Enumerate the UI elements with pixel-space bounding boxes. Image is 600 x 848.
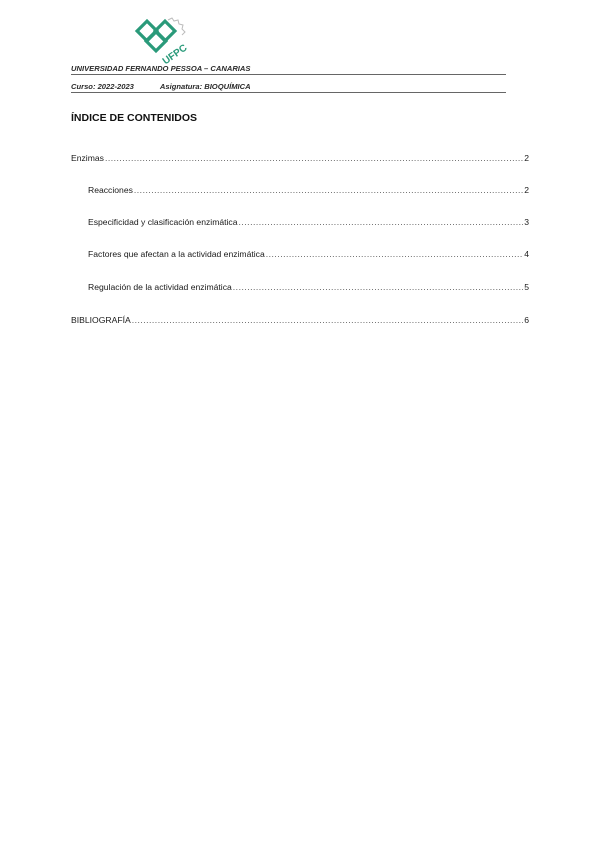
toc-leader-dots: [134, 185, 523, 195]
toc-leader-dots: [132, 315, 524, 325]
toc-entry-page: 3: [524, 217, 529, 227]
university-logo: [132, 16, 190, 68]
toc-entry-label: Factores que afectan a la actividad enzimática: [88, 249, 265, 259]
toc-leader-dots: [233, 282, 523, 292]
toc-entry-enzimas[interactable]: [71, 153, 529, 163]
subject-label: Asignatura: BIOQUÍMICA: [159, 82, 251, 91]
course-label: Curso: 2022-2023: [71, 82, 134, 91]
toc-leader-dots: [105, 153, 523, 163]
toc-entry-page: 2: [524, 185, 529, 195]
toc-leader-dots: [266, 249, 523, 259]
toc-entry-page: 5: [524, 282, 529, 292]
toc-entry-page: 2: [524, 153, 529, 163]
toc-entry-label: Reacciones: [88, 185, 133, 195]
toc-entry-factores[interactable]: [88, 249, 529, 259]
toc-entry-bibliografia[interactable]: [71, 315, 529, 325]
toc-entry-page: 4: [524, 249, 529, 259]
university-name: UNIVERSIDAD FERNANDO PESSOA – CANARIAS: [71, 64, 251, 73]
header-course-subject: [71, 82, 506, 93]
toc-entry-label: Regulación de la actividad enzimática: [88, 282, 232, 292]
header-university: [71, 64, 506, 75]
toc-title: ÍNDICE DE CONTENIDOS: [71, 112, 198, 124]
svg-text:UFPC: UFPC: [160, 42, 190, 68]
toc-entry-label: Especificidad y clasificación enzimática: [88, 217, 238, 227]
toc-leader-dots: [239, 217, 524, 227]
toc-entry-regulacion[interactable]: [88, 282, 529, 292]
toc-entry-label: Enzimas: [71, 153, 104, 163]
toc-entry-label: BIBLIOGRAFÍA: [71, 315, 131, 325]
toc-entry-reacciones[interactable]: [88, 185, 529, 195]
toc-entry-page: 6: [524, 315, 529, 325]
toc-entry-especificidad[interactable]: [88, 217, 529, 227]
